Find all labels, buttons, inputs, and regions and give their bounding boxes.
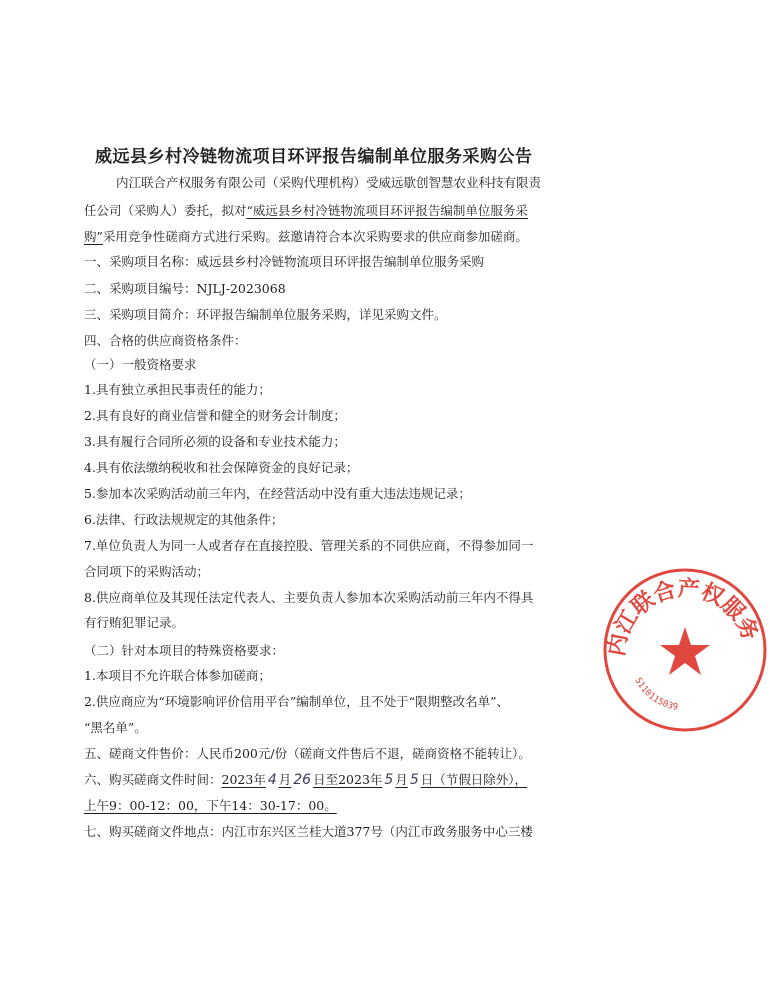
seal-text: 内江联合产权服务	[603, 575, 764, 658]
purchase-hours	[84, 797, 337, 815]
general-item-8-line-1: 8.供应商单位及其现任法定代表人、主要负责人参加本次采购活动前三年内不得具	[84, 590, 534, 605]
range-middle: 日至2023年	[313, 772, 383, 787]
range-end: 日（节假日除外），	[420, 772, 528, 787]
project-name-quote-end: 购”	[84, 229, 103, 244]
special-item-2-line-2: “黑名单”。	[84, 720, 147, 735]
special-item-2-line-1: 2.供应商应为“环境影响评价信用平台”编制单位，且不处于“限期整改名单”、	[84, 694, 509, 709]
general-item-1: 1.具有独立承担民事责任的能力；	[84, 382, 271, 397]
general-item-4: 4.具有依法缴纳税收和社会保障资金的良好记录；	[84, 460, 359, 475]
purchase-time-label: 六、购买磋商文件时间：	[84, 772, 222, 787]
section-project-summary: 三、采购项目简介：环评报告编制单位服务采购，详见采购文件。	[84, 307, 447, 322]
end-month-handwritten: 5	[384, 772, 394, 788]
general-item-7-line-1: 7.单位负责人为同一人或者存在直接控股、管理关系的不同供应商，不得参加同一	[84, 538, 534, 553]
end-day-handwritten: 5	[409, 772, 419, 788]
general-item-7-line-2: 合同项下的采购活动；	[84, 564, 210, 579]
general-requirements-heading: （一）一般资格要求	[84, 357, 197, 372]
intro-line-1: 内江联合产权服务有限公司（采购代理机构）受威远歇创智慧农业科技有限责	[116, 175, 542, 190]
document-title: 威远县乡村冷链物流项目环评报告编制单位服务采购公告	[95, 147, 533, 167]
seal-code: 5110115039	[632, 676, 679, 713]
purchase-hours-text: 上午9：00-12：00，下午14：30-17：00。	[84, 798, 337, 813]
start-month-handwritten: 4	[267, 772, 277, 788]
special-requirements-heading: （二）针对本项目的特殊资格要求：	[84, 643, 285, 658]
section-document-price: 五、磋商文件售价：人民币200元/份（磋商文件售后不退，磋商资格不能转让）。	[84, 746, 531, 761]
section-purchase-location: 七、购买磋商文件地点：内江市东兴区兰桂大道377号（内江市政务服务中心三楼	[84, 824, 533, 839]
start-day-handwritten: 26	[293, 772, 312, 788]
project-name-quote: “威远县乡村冷链物流项目环评报告编制单位服务采	[246, 203, 528, 218]
general-item-2: 2.具有良好的商业信誉和健全的财务会计制度；	[84, 408, 346, 423]
general-item-3: 3.具有履行合同所必须的设备和专业技术能力；	[84, 434, 346, 449]
official-seal-stamp	[600, 565, 770, 735]
intro-text: 任公司（采购人）委托，拟对	[84, 203, 247, 218]
intro-text-end: 采用竞争性磋商方式进行采购。兹邀请符合本次采购要求的供应商参加磋商。	[102, 229, 528, 244]
section-purchase-time	[84, 771, 527, 789]
section-project-name: 一、采购项目名称：威远县乡村冷链物流项目环评报告编制单位服务采购	[84, 254, 485, 269]
section-qualifications: 四、合格的供应商资格条件：	[84, 333, 247, 348]
general-item-8-line-2: 有行贿犯罪记录。	[84, 615, 185, 630]
general-item-6: 6.法律、行政法规规定的其他条件；	[84, 512, 284, 527]
section-project-number: 二、采购项目编号：NJLJ-2023068	[84, 281, 286, 296]
intro-line-3	[84, 228, 528, 246]
special-item-1: 1.本项目不允许联合体参加磋商；	[84, 668, 271, 683]
month-char-2: 月	[395, 772, 408, 787]
month-char: 月	[278, 772, 292, 787]
intro-line-2	[84, 202, 528, 220]
seal-star-icon	[660, 627, 710, 675]
general-item-5: 5.参加本次采购活动前三年内，在经营活动中没有重大违法违规记录；	[84, 486, 471, 501]
purchase-time-range	[222, 772, 528, 787]
start-year: 2023年	[221, 772, 266, 787]
